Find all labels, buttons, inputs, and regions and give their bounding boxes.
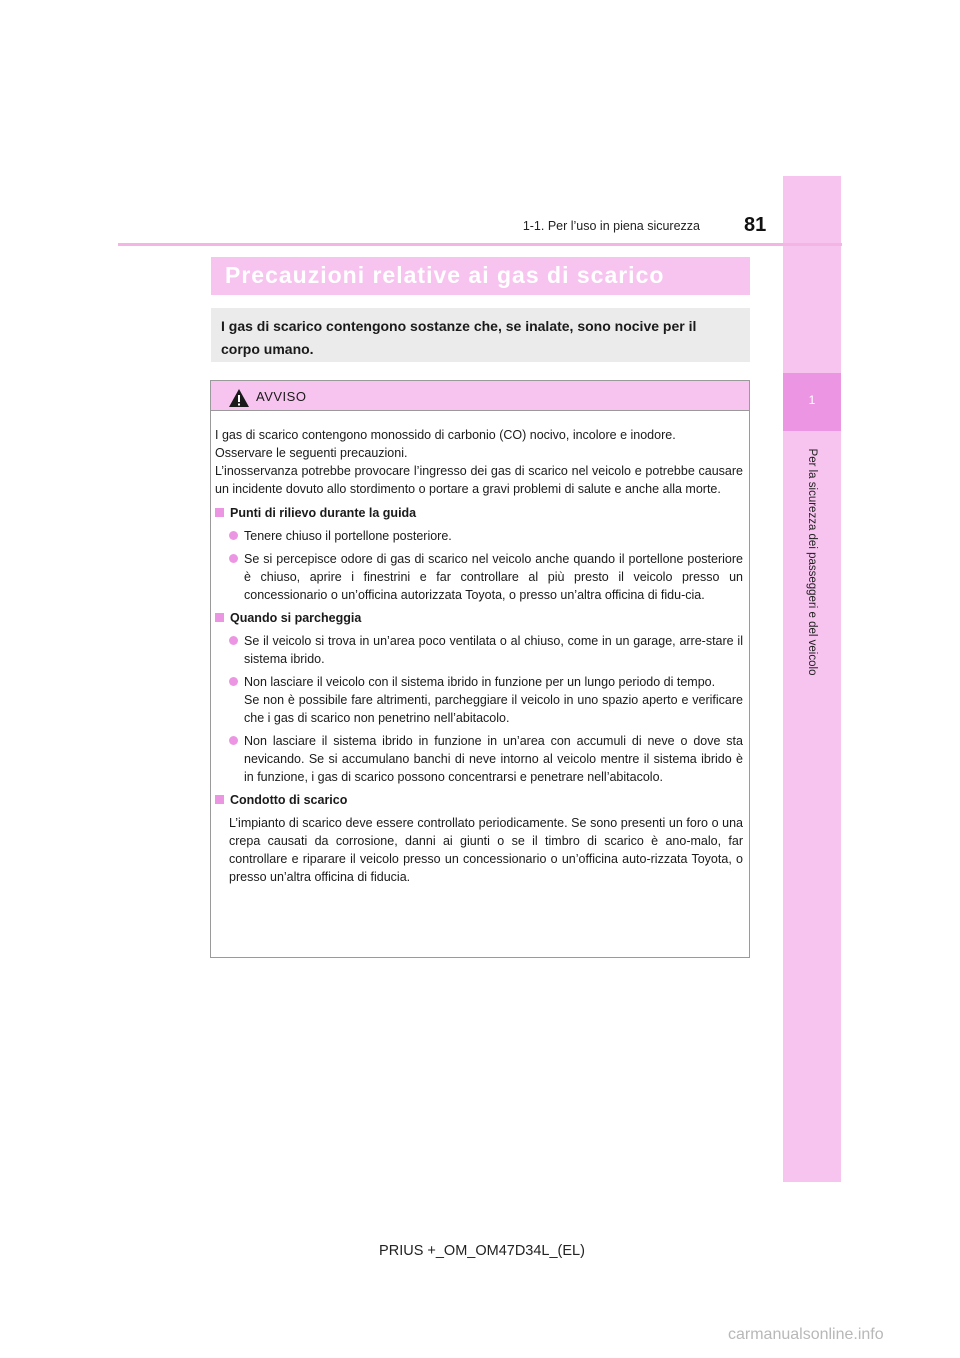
list-item: Tenere chiuso il portellone posteriore. [229, 527, 743, 545]
watermark: carmanualsonline.info [728, 1326, 884, 1343]
list-item [229, 673, 743, 727]
circle-bullet-icon [229, 636, 238, 645]
warning-box [210, 380, 750, 958]
chapter-number: 1 [808, 393, 816, 407]
list-item: Se si percepisce odore di gas di scarico nel veicolo anche quando il portellone posteriore è chiuso, aprire i finestrini e far controllare al più presto il veicolo presso un concessionario o un’officina autorizzata Toyota, o presso un’altra officina di fidu-cia. [229, 550, 743, 604]
circle-bullet-icon [229, 677, 238, 686]
warning-intro-line-3: L’inosservanza potrebbe provocare l’ingresso dei gas di scarico nel veicolo e potrebbe causare un incidente dovuto allo stordimento o portare a gravi problemi di salute e anche alla morte. [215, 464, 743, 496]
footer-model-code: PRIUS +_OM_OM47D34L_(EL) [379, 1243, 585, 1259]
circle-bullet-icon [229, 736, 238, 745]
section-intro-box [211, 308, 750, 362]
square-bullet-icon [215, 508, 224, 517]
exhaust-pipe-text: L’impianto di scarico deve essere controllato periodicamente. Se sono presenti un foro o una crepa causati da corrosione, danni ai giunti o se il timbro di scarico è ano-malo, far controllare e riparare il veicolo presso un concessionario o un’officina auto-rizzata Toyota, o presso un’altra officina di fiducia. [229, 816, 743, 884]
page-number: 81 [744, 214, 767, 236]
section-title: Precauzioni relative ai gas di scarico [225, 262, 665, 288]
square-bullet-icon [215, 795, 224, 804]
section-intro-text [221, 315, 743, 361]
warning-body [211, 411, 749, 886]
subheading-driving: Punti di rilievo durante la guida [215, 504, 743, 522]
circle-bullet-icon [229, 531, 238, 540]
section-title-bar [211, 257, 750, 295]
bullet-continuation-text: Se non è possibile fare altrimenti, parcheggiare il veicolo in uno spazio aperto e verificare che i gas di scarico non penetrino nell’abitacolo. [244, 693, 743, 725]
section-intro-line-2: corpo umano. [221, 341, 314, 357]
warning-header [211, 381, 749, 411]
warning-intro [215, 426, 743, 498]
header-divider [118, 243, 842, 246]
chapter-side-tab [783, 176, 841, 1182]
warning-intro-line-2: Osservare le seguenti precauzioni. [215, 446, 408, 460]
subheading-exhaust-pipe: Condotto di scarico [215, 791, 743, 809]
list-item: Se il veicolo si trova in un’area poco ventilata o al chiuso, come in un garage, arre-stare il sistema ibrido. [229, 632, 743, 668]
subheading-parking: Quando si parcheggia [215, 609, 743, 627]
warning-title: AVVISO [256, 389, 307, 404]
chapter-reference: 1-1. Per l’uso in piena sicurezza [522, 219, 700, 233]
circle-bullet-icon [229, 554, 238, 563]
warning-intro-line-1: I gas di scarico contengono monossido di carbonio (CO) nocivo, incolore e inodore. [215, 428, 676, 442]
list-item: Non lasciare il sistema ibrido in funzione in un’area con accumuli di neve o dove sta nevicando. Se si accumulano banchi di neve intorno al veicolo mentre il sistema ibrido è in funzione, i gas di scarico possono concentrarsi e penetrare nell’abitacolo. [229, 732, 743, 786]
bullet-main-text: Non lasciare il veicolo con il sistema ibrido in funzione per un lungo periodo di tempo. [244, 675, 716, 689]
square-bullet-icon [215, 613, 224, 622]
section-intro-line-1: I gas di scarico contengono sostanze che, se inalate, sono nocive per il [221, 318, 697, 334]
warning-triangle-icon [228, 388, 250, 408]
chapter-side-label: Per la sicurezza dei passeggeri e del veicolo [806, 448, 818, 676]
